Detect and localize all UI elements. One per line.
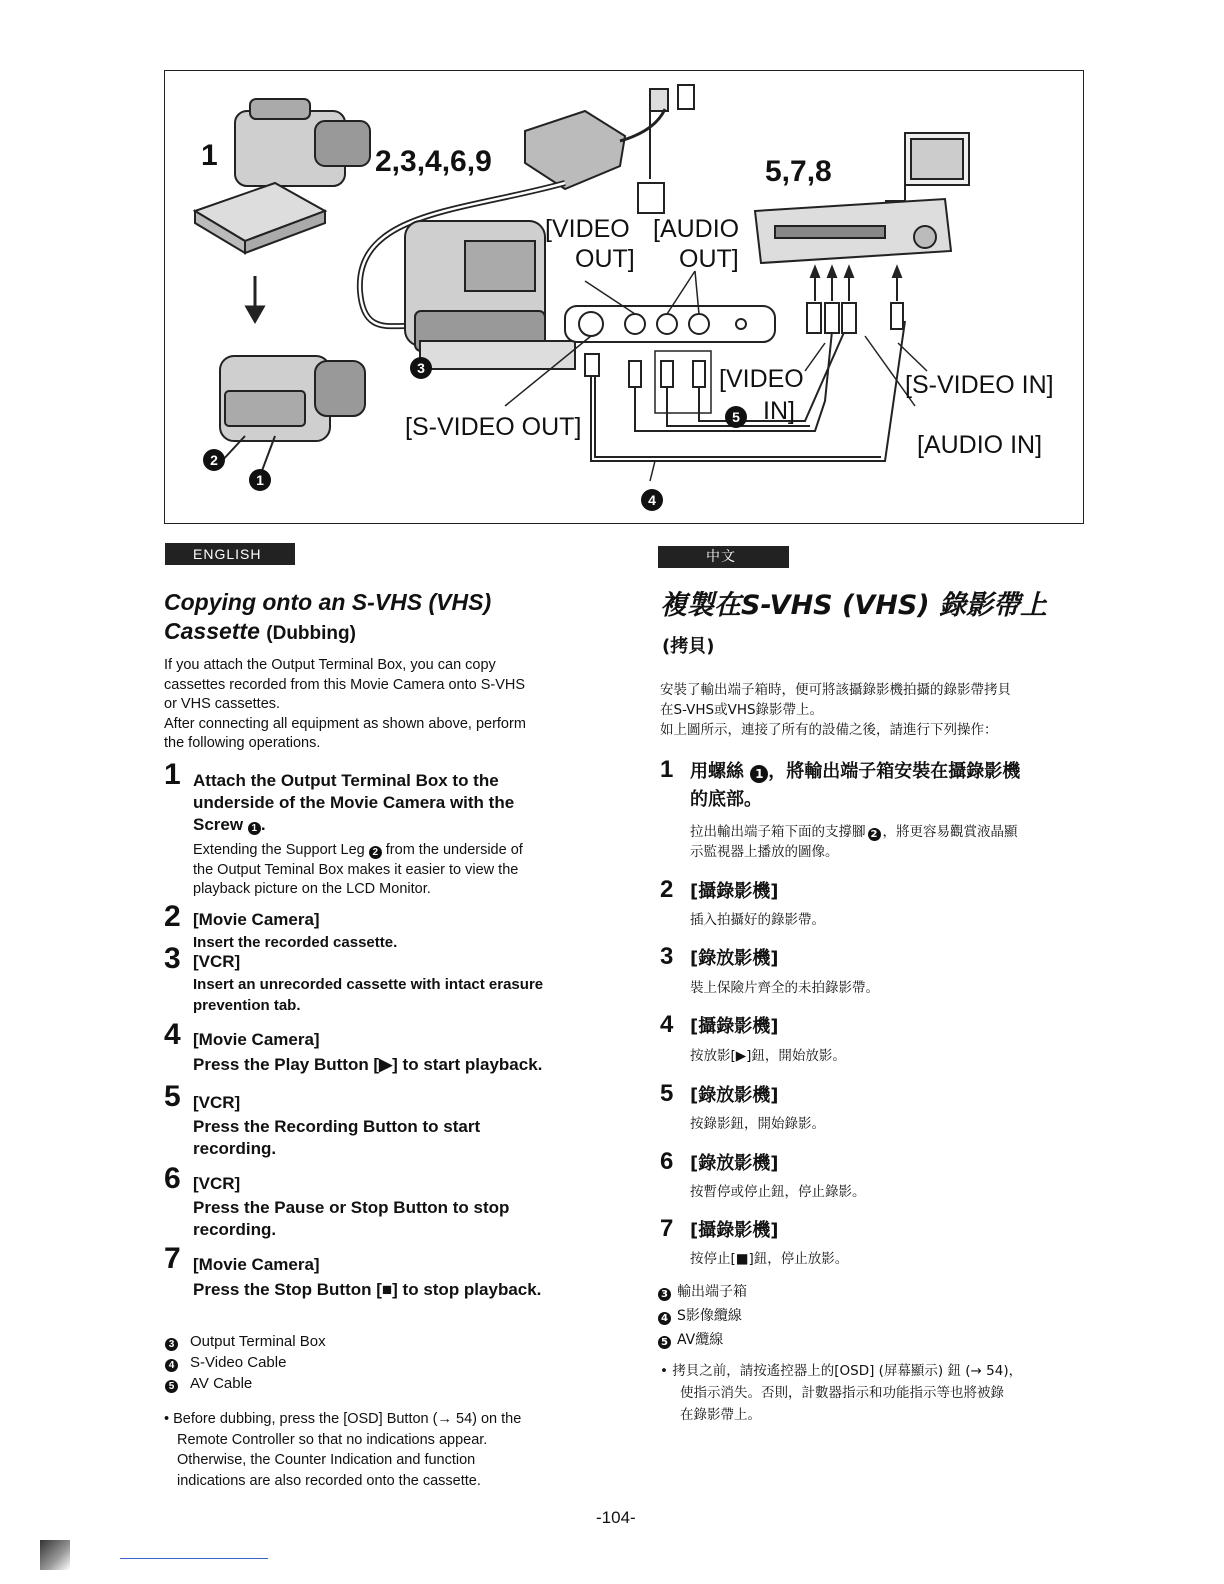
step-head-text: Screw — [193, 815, 244, 834]
scan-artifact-corner — [40, 1540, 70, 1570]
step-note-line: the Output Teminal Box makes it easier to view the — [193, 861, 519, 878]
zh-legend-badge-4: 4 — [658, 1312, 671, 1325]
en-step-4-body: Press the Play Button [▶] to start playback. — [193, 1055, 543, 1074]
diagram-label-video-out-2: OUT] — [575, 245, 635, 273]
bullet-line: indications are also recorded onto the cassette. — [177, 1472, 481, 1489]
zh-step-1-note-badge: 2 — [868, 828, 881, 841]
zh-step-5-head: [錄放影機] — [690, 1085, 779, 1106]
zh-bullet-line: 在錄影帶上。 — [680, 1407, 761, 1423]
page-number: -104- — [596, 1508, 636, 1527]
camera-icon-top — [235, 99, 370, 186]
chinese-title-sub: (拷貝) — [662, 636, 715, 657]
terminal-panel — [565, 306, 775, 342]
intro-line: After connecting all equipment as shown above, perform — [164, 715, 526, 732]
en-step-7-head: [Movie Camera] — [193, 1255, 320, 1274]
zh-step-1-head — [690, 758, 1020, 814]
zh-step-1-note — [690, 822, 1018, 862]
step-note-text: from the underside of — [385, 842, 523, 858]
en-step-7-number: 7 — [164, 1242, 181, 1275]
intro-line: If you attach the Output Terminal Box, you can copy — [164, 657, 496, 673]
terminal-box-icon — [195, 183, 325, 253]
step-head-line: underside of the Movie Camera with the — [193, 793, 515, 812]
connection-diagram — [164, 70, 1084, 524]
zh-legend-badge-3: 3 — [658, 1288, 671, 1301]
bullet-line: • Before dubbing, press the [OSD] Button (→ 54) on the — [164, 1411, 522, 1427]
en-step-3-head: [VCR] — [193, 952, 241, 971]
en-legend — [165, 1332, 326, 1394]
zh-note-line — [690, 822, 1018, 842]
zh-step-2-number: 2 — [660, 876, 674, 903]
zh-legend-badge-5: 5 — [658, 1336, 671, 1349]
zh-intro-line: 如上圖所示，連接了所有的設備之後，請進行下列操作： — [660, 722, 998, 738]
diagram-label-svideo-in: [S-VIDEO IN] — [905, 371, 1054, 399]
vcr-icon — [755, 199, 951, 263]
diagram-badge-3: 3 — [410, 357, 432, 379]
down-arrow-icon — [247, 276, 263, 321]
en-legend-item — [165, 1332, 326, 1352]
step-body-line: prevention tab. — [193, 997, 301, 1014]
intro-line: the following operations. — [164, 735, 321, 751]
step-body-line: recording. — [193, 1220, 277, 1239]
zh-step-2-head: [攝錄影機] — [690, 881, 779, 902]
step-note-line — [193, 841, 523, 861]
english-title-line2 — [164, 617, 604, 648]
chinese-language-bar: 中文 — [658, 546, 789, 568]
zh-intro-line: 在S-VHS或VHS錄影帶上。 — [660, 702, 824, 718]
zh-step-head-line — [690, 758, 1020, 786]
bullet-line: Remote Controller so that no indications appear. — [177, 1431, 488, 1448]
en-legend-item — [165, 1374, 326, 1394]
en-step-2-body: Insert the recorded cassette. — [193, 934, 398, 951]
en-step-4-number: 4 — [164, 1018, 181, 1051]
zh-step-1-badge: 1 — [750, 765, 768, 783]
en-step-5-head: [VCR] — [193, 1093, 241, 1112]
zh-bullet-line: 使指示消失。否則，計數器指示和功能指示等也將被錄 — [680, 1385, 1004, 1401]
diagram-label-vcr-steps: 5,7,8 — [765, 155, 832, 188]
en-note-bullet — [164, 1409, 521, 1491]
bullet-line: Otherwise, the Counter Indication and function — [177, 1452, 476, 1468]
step-body-line: Press the Pause or Stop Button to stop — [193, 1198, 510, 1217]
zh-note-bullet — [660, 1360, 1022, 1426]
en-legend-badge-3: 3 — [165, 1338, 178, 1351]
step-body-line: Insert an unrecorded cassette with intact erasure — [193, 976, 544, 993]
zh-bullet-line: • 拷貝之前，請按遙控器上的[OSD] (屏幕顯示) 鈕 (→ 54)， — [660, 1363, 1023, 1379]
en-step-1-number: 1 — [164, 758, 181, 791]
zh-step-1-number: 1 — [660, 756, 674, 783]
zh-step-3-body: 裝上保險片齊全的未拍錄影帶。 — [690, 980, 879, 996]
step-head-line: Screw 1 . — [193, 815, 266, 834]
scan-artifact-line — [120, 1558, 268, 1559]
english-intro — [164, 656, 526, 754]
diagram-label-step1: 1 — [201, 139, 218, 172]
step-body-line: recording. — [193, 1139, 277, 1158]
english-title — [164, 588, 604, 648]
zh-step-6-number: 6 — [660, 1148, 674, 1175]
step-note-line: playback picture on the LCD Monitor. — [193, 881, 431, 897]
zh-legend-item — [658, 1304, 747, 1328]
intro-line: cassettes recorded from this Movie Camera onto S-VHS — [164, 676, 526, 693]
zh-intro-line: 安裝了輸出端子箱時，便可將該攝錄影機拍攝的錄影帶拷貝 — [660, 682, 1011, 698]
ac-adapter-icon — [525, 85, 694, 213]
en-step-2-number: 2 — [164, 900, 181, 933]
zh-legend-text: S影像纜線 — [677, 1308, 742, 1324]
en-step-7-body: Press the Stop Button [■] to stop playback. — [193, 1280, 542, 1299]
en-legend-badge-5: 5 — [165, 1380, 178, 1393]
zh-step-3-number: 3 — [660, 943, 674, 970]
en-legend-badge-4: 4 — [165, 1359, 178, 1372]
camera-assembled-icon — [220, 356, 365, 476]
intro-line: or VHS cassettes. — [164, 696, 281, 712]
step-body-line: Press the Recording Button to start — [193, 1117, 481, 1136]
english-title-sub: (Dubbing) — [266, 623, 356, 644]
english-title-cassette: Cassette — [164, 618, 260, 644]
chinese-intro — [660, 680, 1011, 740]
zh-note-text: ，將更容易觀賞液晶顯 — [882, 824, 1018, 840]
diagram-badge-2: 2 — [203, 449, 225, 471]
zh-step-head-text: 用螺絲 — [690, 761, 744, 782]
zh-legend-item — [658, 1328, 747, 1352]
zh-step-5-number: 5 — [660, 1080, 674, 1107]
zh-step-4-head: [攝錄影機] — [690, 1016, 779, 1037]
zh-legend-text: AV纜線 — [677, 1332, 724, 1348]
zh-step-7-number: 7 — [660, 1215, 674, 1242]
diagram-label-video-in-2: IN] — [763, 397, 795, 425]
zh-legend-item — [658, 1280, 747, 1304]
diagram-label-camera-steps: 2,3,4,6,9 — [375, 145, 492, 178]
zh-step-3-head: [錄放影機] — [690, 948, 779, 969]
en-step-6-body — [193, 1197, 509, 1241]
en-step-6-number: 6 — [164, 1162, 181, 1195]
zh-note-text: 拉出輸出端子箱下面的支撐腳 — [690, 824, 866, 840]
diagram-label-audio-in: [AUDIO IN] — [917, 431, 1043, 459]
zh-step-4-number: 4 — [660, 1011, 674, 1038]
diagram-label-video-out: [VIDEO — [545, 215, 630, 243]
zh-legend-text: 輸出端子箱 — [677, 1284, 747, 1300]
en-step-3-body — [193, 974, 543, 1016]
en-step-1-note — [193, 841, 523, 900]
diagram-badge-4: 4 — [641, 489, 663, 511]
zh-note-line: 示監視器上播放的圖像。 — [690, 844, 839, 860]
zh-step-2-body: 插入拍攝好的錄影帶。 — [690, 912, 825, 928]
diagram-label-svideo-out: [S-VIDEO OUT] — [405, 413, 582, 441]
zh-step-6-head: [錄放影機] — [690, 1153, 779, 1174]
zh-legend — [658, 1280, 747, 1352]
english-title-line1: Copying onto an S-VHS (VHS) — [164, 589, 492, 615]
diagram-badge-1: 1 — [249, 469, 271, 491]
en-legend-text: Output Terminal Box — [190, 1333, 326, 1350]
en-step-6-head: [VCR] — [193, 1174, 241, 1193]
en-legend-item — [165, 1353, 326, 1373]
en-legend-text: S-Video Cable — [190, 1354, 287, 1371]
diagram-label-audio-out: [AUDIO — [653, 215, 740, 243]
en-legend-text: AV Cable — [190, 1375, 253, 1392]
vcr-input-arrows — [811, 267, 901, 301]
en-step-1-note-badge: 2 — [369, 846, 382, 859]
en-step-2-head: [Movie Camera] — [193, 910, 320, 929]
zh-step-head-text: ，將輸出端子箱安裝在攝錄影機 — [768, 761, 1021, 782]
diagram-label-video-in: [VIDEO — [719, 365, 804, 393]
en-step-5-body — [193, 1116, 480, 1160]
zh-step-6-body: 按暫停或停止鈕，停止錄影。 — [690, 1184, 866, 1200]
en-step-5-number: 5 — [164, 1080, 181, 1113]
tv-icon — [885, 133, 969, 201]
zh-step-7-body: 按停止[■]鈕，停止放影。 — [690, 1251, 849, 1267]
english-language-bar: ENGLISH — [165, 543, 295, 565]
en-step-3-number: 3 — [164, 942, 181, 975]
zh-step-head-line: 的底部。 — [690, 789, 762, 810]
diagram-label-audio-out-2: OUT] — [679, 245, 739, 273]
diagram-badge-5: 5 — [725, 406, 747, 428]
zh-step-7-head: [攝錄影機] — [690, 1220, 779, 1241]
zh-step-4-body: 按放影[▶]鈕，開始放影。 — [690, 1048, 846, 1064]
zh-step-5-body: 按錄影鈕，開始錄影。 — [690, 1116, 825, 1132]
chinese-title: 複製在S-VHS (VHS) 錄影帶上 — [660, 590, 1048, 621]
step-note-text: Extending the Support Leg — [193, 842, 365, 858]
step-head-line: Attach the Output Terminal Box to the — [193, 771, 499, 790]
en-step-1-badge: 1 — [248, 822, 261, 835]
en-step-1-head — [193, 770, 514, 836]
en-step-4-head: [Movie Camera] — [193, 1030, 320, 1049]
